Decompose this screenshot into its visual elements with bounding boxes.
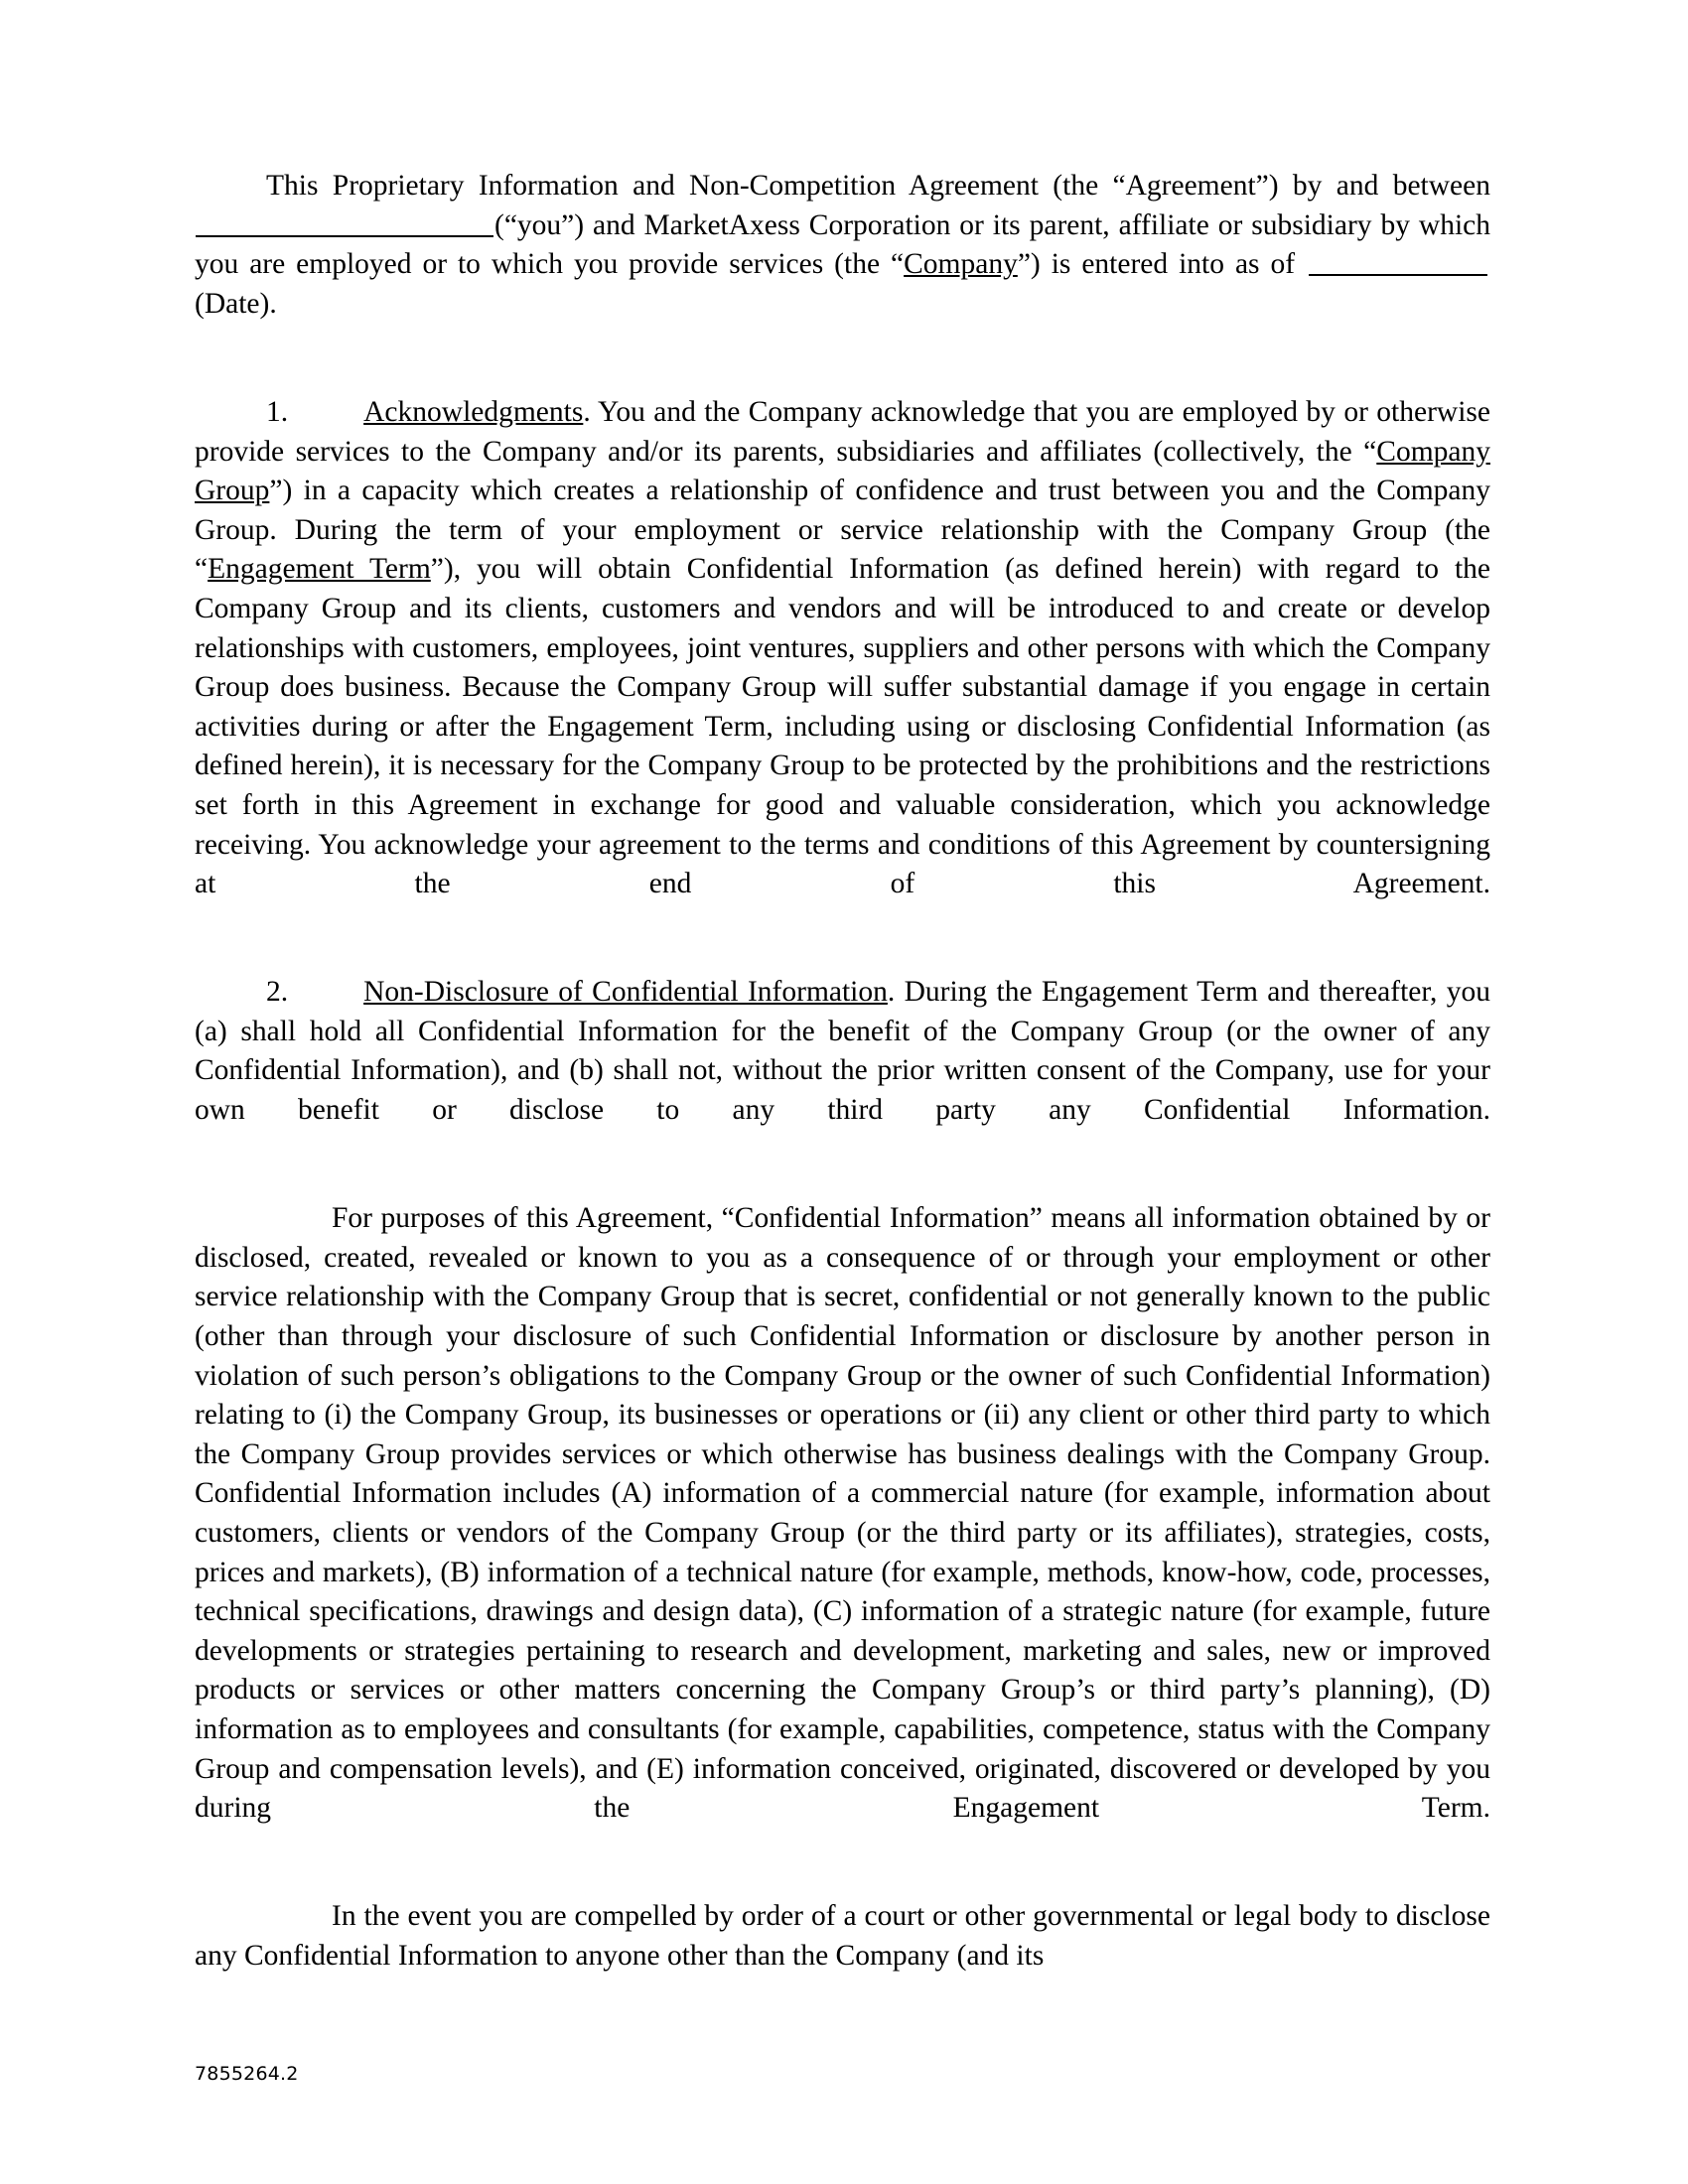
section-1-body-1: . You and the Company acknowledge that you are employed by or otherwise provide services to the Company and/or its parents, subsidiaries and affiliates (collectively, the “: [195, 395, 1490, 468]
section-1-heading: Acknowledgments: [363, 395, 584, 428]
section-1-paragraph: [195, 393, 1490, 943]
defined-term-company: Company: [904, 248, 1018, 281]
compelled-disclosure-text: In the event you are compelled by order of a court or other governmental or legal body to disclose any Confidential Information to anyone other than the Company (and its: [195, 1900, 1490, 1972]
preamble-lead-in: This Proprietary Information and Non-Competition Agreement (the “Agreement”) by and between: [266, 170, 1490, 202]
defined-term-engagement-term: Engagement Term: [208, 553, 431, 586]
preamble-after-party: (“you”) and MarketAxess Corporation or its parent, affiliate or subsidiary by which you are employed or to which you provide services (the “: [195, 208, 1490, 281]
section-2-body-1: . During the Engagement Term and thereafter, you (a) shall hold all Confidential Information for the benefit of the Company Group (or the owner of any Confidential Information), and (b) shall not, without the prior written consent of the Company, use for your own benefit or disclose to any third party any Confidential Information.: [195, 976, 1490, 1127]
section-1-body-2: ”) in a capacity which creates a relationship of confidence and trust between you and the Company Group. During the term of your employment or service relationship with the Company Group (the “: [195, 475, 1490, 586]
preamble-date-suffix: (Date).: [195, 287, 277, 320]
section-2-paragraph: [195, 973, 1490, 1169]
preamble-after-company: ”) is entered into as of: [1017, 248, 1306, 281]
preamble-paragraph: [195, 167, 1490, 363]
compelled-disclosure-paragraph: [195, 1897, 1490, 1976]
definition-text: For purposes of this Agreement, “Confidential Information” means all information obtained by or disclosed, created, revealed or known to you as a consequence of or through your employment or other service relationship with the Company Group that is secret, confidential or not generally known to the public (other than through your disclosure of such Confidential Information or disclosure by another person in violation of such person’s obligations to the Company Group or the owner of such Confidential Information) relating to (i) the Company Group, its businesses or operations or (ii) any client or other third party to which the Company Group provides services or which otherwise has business dealings with the Company Group. Confidential Information includes (A) information of a commercial nature (for example, information about customers, clients or vendors of the Company Group (or the third party or its affiliates), strategies, costs, prices and markets), (B) information of a technical nature (for example, methods, know-how, code, processes, technical specifications, drawings and design data), (C) information of a strategic nature (for example, future developments or strategies pertaining to research and development, marketing and sales, new or improved products or services or other matters concerning the Company Group’s or third party’s planning), (D) information as to employees and consultants (for example, capabilities, competence, status with the Company Group and compensation levels), and (E) information conceived, originated, discovered or developed by you during the Engagement Term.: [195, 1202, 1490, 1825]
section-2-heading: Non-Disclosure of Confidential Information: [363, 976, 888, 1009]
section-1-number: 1.: [266, 395, 289, 428]
footer-reference-number: 7855264.2: [195, 2063, 299, 2085]
document-body: [195, 167, 1490, 1977]
section-1-body-3: ”), you will obtain Confidential Information (as defined herein) with regard to the Company Group and its clients, customers and vendors and will be introduced to and create or develop relationships with customers, employees, joint ventures, suppliers and other persons with which the Company Group does business. Because the Company Group will suffer substantial damage if you engage in certain activities during or after the Engagement Term, including using or disclosing Confidential Information (as defined herein), it is necessary for the Company Group to be protected by the prohibitions and the restrictions set forth in this Agreement in exchange for good and valuable consideration, which you acknowledge receiving. You acknowledge your agreement to the terms and conditions of this Agreement by countersigning at the end of this Agreement.: [195, 553, 1491, 900]
confidential-information-definition-paragraph: [195, 1199, 1490, 1867]
date-blank[interactable]: [1309, 274, 1487, 276]
party-name-blank[interactable]: [196, 235, 493, 237]
section-2-number: 2.: [266, 976, 289, 1009]
defined-term-company-group: Company Group: [195, 435, 1490, 507]
